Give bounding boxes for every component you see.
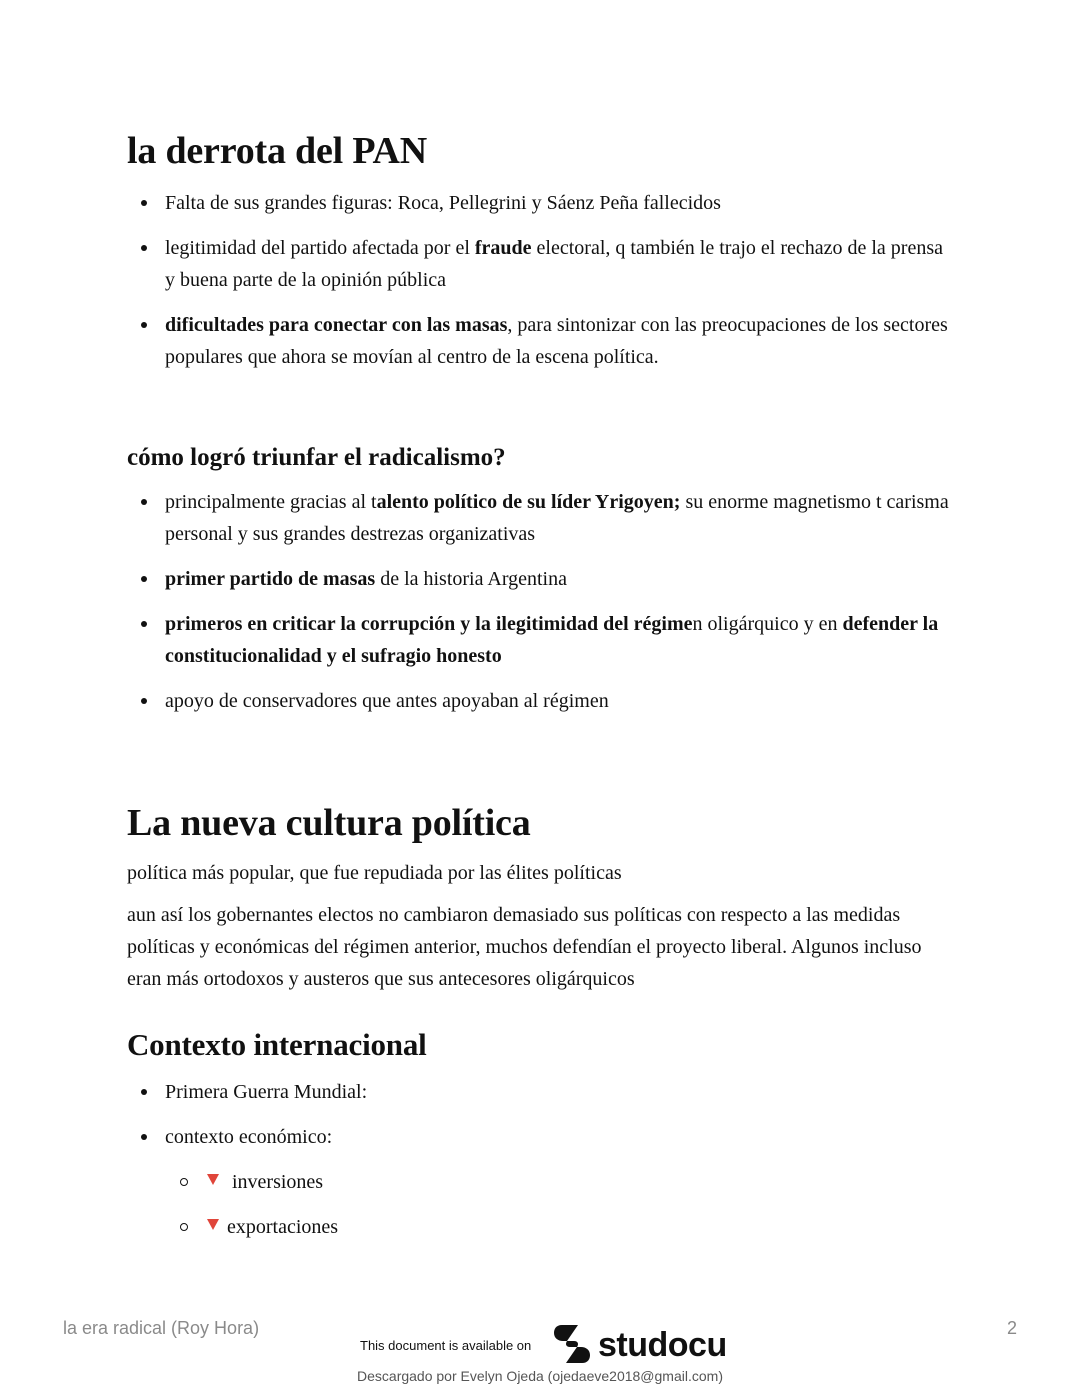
sub-list-item: exportaciones	[127, 1211, 957, 1243]
availability-text: This document is available on	[360, 1338, 532, 1353]
list-item: primer partido de masas de la historia Argentina	[127, 563, 957, 595]
studocu-brand-text: studocu	[598, 1325, 727, 1364]
studocu-logo-icon	[552, 1323, 592, 1367]
list-item: primeros en criticar la corrupción y la ilegitimidad del régimen oligárquico y en defender la constitucionalidad y el sufragio honesto	[127, 608, 957, 672]
list-item: Primera Guerra Mundial:	[127, 1076, 957, 1108]
list-item: principalmente gracias al talento político de su líder Yrigoyen; su enorme magnetismo t carisma personal y sus grandes destrezas organizativas	[127, 486, 957, 550]
paragraph: política más popular, que fue repudiada por las élites políticas	[127, 862, 622, 884]
list-item: dificultades para conectar con las masas, para sintonizar con las preocupaciones de los sectores populares que ahora se movían al centro de la escena política.	[127, 309, 957, 373]
paragraph: aun así los gobernantes electos no cambiaron demasiado sus políticas con respecto a las medidas políticas y económicas del régimen anterior, muchos defendían el proyecto liberal. Algunos incluso eran más ortodoxos y austeros que sus antecesores oligárquicos	[127, 904, 922, 990]
list-item: apoyo de conservadores que antes apoyaban al régimen	[127, 685, 957, 717]
heading-derrota-pan: la derrota del PAN	[127, 130, 427, 172]
list-item: Falta de sus grandes figuras: Roca, Pellegrini y Sáenz Peña fallecidos	[127, 187, 957, 219]
list-derrota-pan	[127, 187, 957, 386]
list-radicalismo	[127, 486, 957, 730]
heading-nueva-cultura: La nueva cultura política	[127, 802, 531, 844]
heading-radicalismo: cómo logró triunfar el radicalismo?	[127, 444, 506, 471]
heading-contexto-internacional: Contexto internacional	[127, 1027, 427, 1062]
down-arrow-icon	[207, 1174, 219, 1185]
sub-list-item: inversiones	[127, 1166, 957, 1198]
download-notice: Descargado por Evelyn Ojeda (ojedaeve2018@gmail.com)	[357, 1368, 723, 1384]
footer-document-title: la era radical (Roy Hora)	[63, 1318, 260, 1338]
studocu-logo[interactable]	[552, 1322, 727, 1368]
down-arrow-icon	[207, 1219, 219, 1230]
list-item: legitimidad del partido afectada por el fraude electoral, q también le trajo el rechazo de la prensa y buena parte de la opinión pública	[127, 232, 957, 296]
page-number: 2	[1006, 1318, 1017, 1338]
list-contexto	[127, 1076, 957, 1256]
list-item: contexto económico:	[127, 1121, 957, 1153]
